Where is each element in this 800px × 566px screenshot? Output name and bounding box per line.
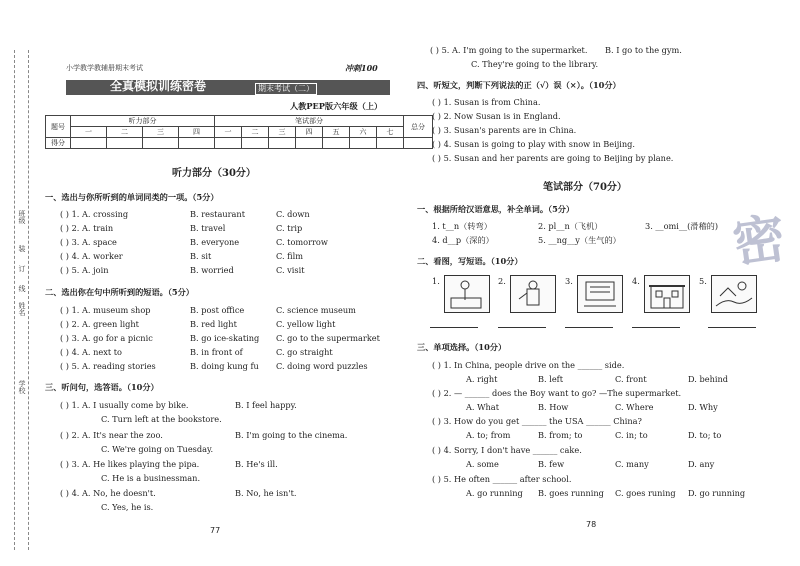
w3-q5: ( ) 5. He often ______ after school. [432,474,572,484]
s1-q2-c: C. trip [276,223,303,233]
s2-q1-c: C. science museum [276,305,356,315]
s1-q4-a: ( ) 4. A. worker [60,251,123,261]
score-col: 三 [269,127,296,138]
s4-q3: ( ) 3. Susan's parents are in China. [432,125,577,135]
s2-q2-c: C. yellow light [276,319,336,329]
w3-q3-a: A. to; from [466,430,511,440]
w3-q2-b: B. How [538,402,569,412]
s4-q2: ( ) 2. Now Susan is in England. [432,111,561,121]
w3-q1: ( ) 1. In China, people drive on the ______ side. [432,360,625,370]
listening-s4-title: 四、听短文，判断下列说法的正（√）误（×）。（10分） [417,80,621,90]
s2-q5-b: B. doing kung fu [190,361,259,371]
s1-q1-c: C. down [276,209,310,219]
s1-q2-b: B. travel [190,223,226,233]
s3-q4-a: ( ) 4. A. No, he doesn't. [60,488,156,498]
score-cell[interactable] [107,138,143,149]
score-col: 一 [71,127,107,138]
score-col: 四 [179,127,215,138]
score-cell[interactable] [242,138,269,149]
score-col: 五 [323,127,350,138]
page-number-left: 77 [210,526,221,535]
w3-q5-a: A. go running [466,488,523,498]
w1-q5: 5. __ng__y（生气的） [538,235,621,245]
s3-q3-a: ( ) 3. A. He likes playing the pipa. [60,459,200,469]
picture-5 [711,275,757,313]
s1-q2-a: ( ) 2. A. train [60,223,114,233]
score-col: 三 [143,127,179,138]
w3-q2-c: C. Where [615,402,654,412]
s2-q4-c: C. go straight [276,347,333,357]
brand-label: 冲刺100 [345,63,378,73]
s1-q5-c: C. visit [276,265,305,275]
score-th-num: 题号 [46,116,71,138]
s1-q3-b: B. everyone [190,237,240,247]
writing-w1-title: 一、根据所给汉语意思，补全单词。（5分） [417,204,575,214]
w3-q1-b: B. left [538,374,564,384]
page-number-right: 78 [586,520,597,529]
writing-w3-title: 三、单项选择。（10分） [417,342,507,352]
w3-q1-a: A. right [466,374,498,384]
s1-q5-b: B. worried [190,265,234,275]
building-icon [645,276,689,312]
s1-q3-c: C. tomorrow [276,237,328,247]
w3-q5-b: B. goes running [538,488,604,498]
score-th-listening: 听力部分 [71,116,215,127]
w2-blank-4[interactable] [632,327,680,328]
picture-2 [510,275,556,313]
w3-q3-b: B. from; to [538,430,583,440]
w1-q4: 4. d__p（深的） [432,235,494,245]
score-cell[interactable] [179,138,215,149]
s4-q1: ( ) 1. Susan is from China. [432,97,541,107]
picture-3 [577,275,623,313]
w2-num-5: 5. [699,276,707,286]
s2-q4-b: B. in front of [190,347,243,357]
w1-q2: 2. pl__n（飞机） [538,221,603,231]
s3-q2-c: C. We're going on Tuesday. [101,444,214,454]
score-table [45,115,433,149]
binding-line [14,50,15,550]
w1-q3: 3. __omi__(滑稽的) [645,221,719,231]
score-col: 四 [296,127,323,138]
score-cell[interactable] [269,138,296,149]
writing-heading: 笔试部分（70分） [543,182,627,193]
s3-q3-b: B. He's ill. [235,459,278,469]
w2-num-2: 2. [498,276,506,286]
score-cell[interactable] [215,138,242,149]
w3-q4-a: A. some [466,459,499,469]
score-cell[interactable] [323,138,350,149]
w3-q5-c: C. goes runing [615,488,676,498]
page-title: 全真模拟训练密卷 [110,79,207,93]
series-label: 小学教学教辅册期末考试 [66,64,143,72]
s3-q5-b: B. I go to the gym. [605,45,682,55]
s2-q3-a: ( ) 3. A. go for a picnic [60,333,153,343]
s1-q5-a: ( ) 5. A. join [60,265,109,275]
s3-q4-b: B. No, he isn't. [235,488,297,498]
s2-q2-b: B. red light [190,319,237,329]
title-tag: 期末考试（二） [255,83,317,95]
picture-4 [644,275,690,313]
s3-q2-b: B. I'm going to the cinema. [235,430,348,440]
w3-q3-d: D. to; to [688,430,722,440]
score-cell[interactable] [296,138,323,149]
edition-label: 人教PEP版六年级（上） [290,101,383,111]
w2-num-4: 4. [632,276,640,286]
binding-gutter [0,0,40,566]
w2-blank-1[interactable] [430,327,478,328]
score-col: 七 [377,127,404,138]
reading-icon [578,276,622,312]
s1-q3-a: ( ) 3. A. space [60,237,117,247]
s2-q2-a: ( ) 2. A. green light [60,319,139,329]
w3-q5-d: D. go running [688,488,746,498]
listening-s2-title: 二、选出你在句中所听到的短语。（5分） [45,287,194,297]
score-col: 一 [215,127,242,138]
score-cell[interactable] [71,138,107,149]
s2-q4-a: ( ) 4. A. next to [60,347,122,357]
s3-q2-a: ( ) 2. A. It's near the zoo. [60,430,163,440]
score-cell[interactable] [143,138,179,149]
s2-q3-c: C. go to the supermarket [276,333,380,343]
s3-q1-a: ( ) 1. A. I usually come by bike. [60,400,189,410]
score-th-total: 总分 [404,116,433,138]
secret-seal-stamp: 密 [729,208,790,276]
w1-q1: 1. t__n（转弯） [432,221,492,231]
s4-q5: ( ) 5. Susan and her parents are going to Beijing by plane. [432,153,674,163]
score-cell[interactable] [404,138,433,149]
s3-q5-c: C. They're going to the library. [471,59,599,69]
w3-q4: ( ) 4. Sorry, I don't have ______ cake. [432,445,582,455]
w2-num-1: 1. [432,276,440,286]
s2-q5-a: ( ) 5. A. reading stories [60,361,156,371]
bind-char-1: 装 [18,245,26,252]
w3-q2-d: D. Why [688,402,718,412]
score-cell[interactable] [377,138,404,149]
name-label: 姓名 [18,302,26,316]
w3-q1-c: C. front [615,374,647,384]
w3-q2-a: A. What [466,402,499,412]
listening-s3-title: 三、听问句，选答语。（10分） [45,382,159,392]
s3-q1-c: C. Turn left at the bookstore. [101,414,222,424]
s1-q1-a: ( ) 1. A. crossing [60,209,129,219]
w3-q3: ( ) 3. How do you get ______ the USA ______ China? [432,416,642,426]
w3-q4-d: D. any [688,459,715,469]
bind-char-2: 订 [18,265,26,272]
s2-q3-b: B. go ice-skating [190,333,260,343]
travel-icon [712,276,756,312]
w2-blank-2[interactable] [498,327,546,328]
school-label: 学校 [18,380,26,394]
s3-q1-b: B. I feel happy. [235,400,297,410]
s3-q4-c: C. Yes, he is. [101,502,154,512]
score-th-writing: 笔试部分 [215,116,404,127]
picture-1 [444,275,490,313]
score-col: 二 [242,127,269,138]
score-cell[interactable] [350,138,377,149]
score-col: 六 [350,127,377,138]
w2-blank-3[interactable] [565,327,613,328]
s2-q5-c: C. doing word puzzles [276,361,368,371]
w3-q1-d: D. behind [688,374,728,384]
s2-q1-a: ( ) 1. A. museum shop [60,305,151,315]
w3-q2: ( ) 2. — ______ does the Boy want to go? —The supermarket. [432,388,682,398]
w3-q3-c: C. in; to [615,430,648,440]
class-label: 班级 [18,210,26,224]
w3-q4-b: B. few [538,459,565,469]
score-row-label: 得分 [46,138,71,149]
s1-q4-c: C. film [276,251,304,261]
writing-w2-title: 二、看图，写短语。（10分） [417,256,523,266]
binding-line-inner [28,50,29,550]
s1-q1-b: B. restaurant [190,209,245,219]
w3-q4-c: C. many [615,459,649,469]
s3-q5-a: ( ) 5. A. I'm going to the supermarket. [430,45,588,55]
listening-s1-title: 一、选出与你所听到的单词同类的一项。（5分） [45,192,219,202]
bind-char-3: 线 [18,285,26,292]
score-col: 二 [107,127,143,138]
worker-icon [511,276,555,312]
listening-heading: 听力部分（30分） [172,168,256,179]
s2-q1-b: B. post office [190,305,245,315]
s4-q4: ( ) 4. Susan is going to play with snow in Beijing. [432,139,636,149]
w2-blank-5[interactable] [708,327,756,328]
s1-q4-b: B. sit [190,251,212,261]
w2-num-3: 3. [565,276,573,286]
person-sitting-icon [445,276,489,312]
s3-q3-c: C. He is a businessman. [101,473,201,483]
